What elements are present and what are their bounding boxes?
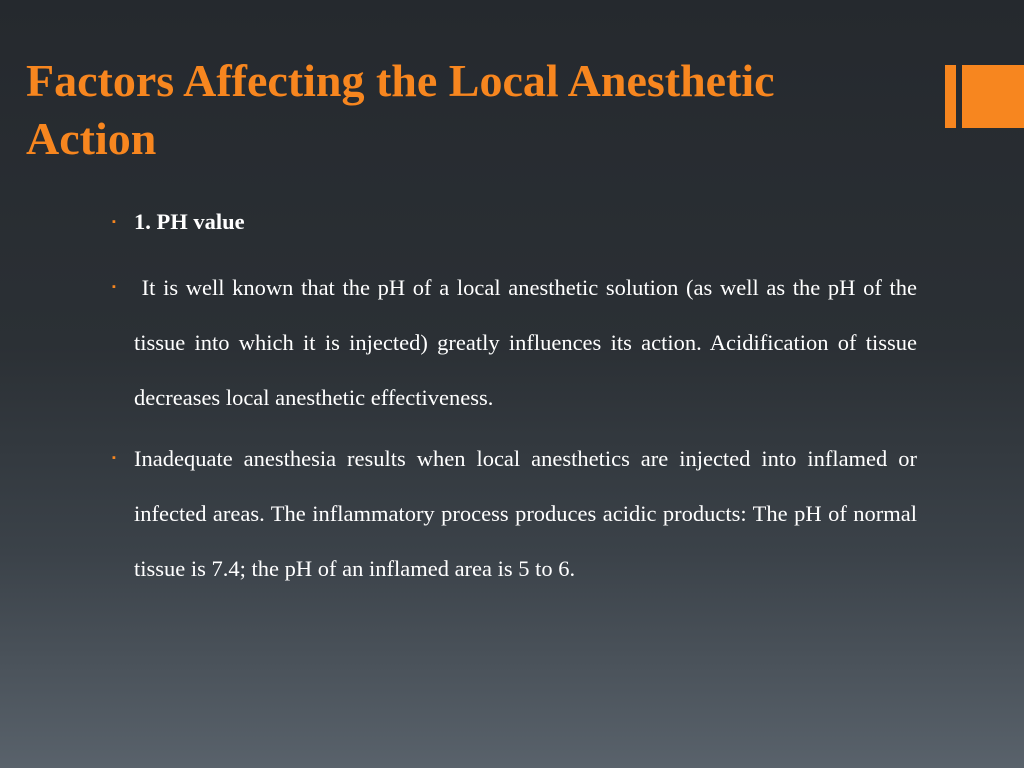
bullet-item-inadequate-anesthesia — [112, 431, 917, 596]
slide-title: Factors Affecting the Local Anesthetic Action — [26, 55, 775, 164]
bullet-square-icon: ▪ — [112, 452, 116, 464]
accent-bars-decoration — [945, 65, 1024, 128]
accent-bar-thin — [945, 65, 956, 128]
accent-bar-wide — [962, 65, 1024, 128]
bullet-item-ph-influence — [112, 260, 917, 425]
bullet-square-icon: ▪ — [112, 216, 116, 228]
bullet-item-ph-value — [112, 200, 917, 244]
bullet-list — [112, 200, 917, 602]
bullet-text: It is well known that the pH of a local anesthetic solution (as well as the pH of the tissue into which it is injected) greatly influences its action. Acidification of tissue decreases local anesthetic effectiveness. — [134, 275, 917, 410]
bullet-text: Inadequate anesthesia results when local anesthetics are injected into inflamed or infected areas. The inflammatory process produces acidic products: The pH of normal tissue is 7.4; the pH of an inflamed area is 5 to 6. — [134, 446, 917, 581]
bullet-text: 1. PH value — [134, 209, 245, 234]
bullet-square-icon: ▪ — [112, 281, 116, 293]
